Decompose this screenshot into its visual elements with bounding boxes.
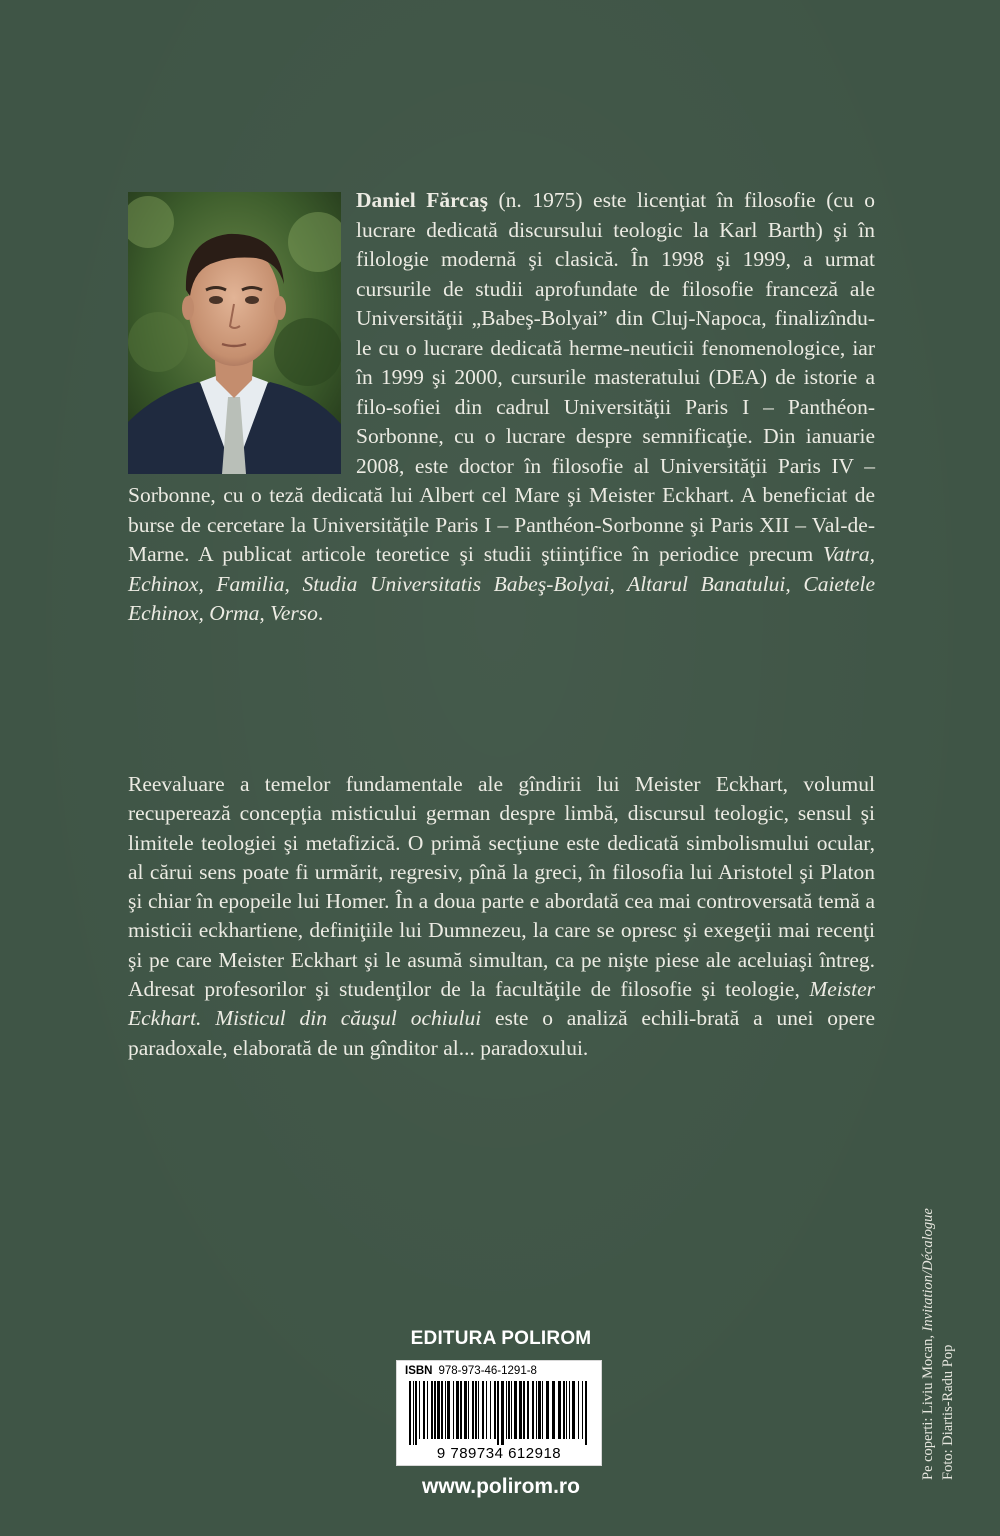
barcode-bar — [427, 1381, 428, 1439]
barcode-bar — [497, 1381, 499, 1445]
barcode-bar — [490, 1381, 491, 1439]
isbn-label: ISBN — [405, 1365, 433, 1377]
barcode-bar — [532, 1381, 534, 1439]
barcode-bar — [419, 1381, 420, 1439]
barcode-bar — [558, 1381, 561, 1439]
barcode-bar — [511, 1381, 512, 1439]
barcode-bar — [456, 1381, 459, 1439]
barcode-bar — [552, 1381, 555, 1439]
barcode-bar — [472, 1381, 474, 1439]
cover-credit-work: Invitation/Décalogue — [920, 1208, 936, 1332]
barcode-bar — [538, 1381, 541, 1439]
book-title: Meister Eckhart. Misticul din căuşul ochiului — [128, 977, 875, 1031]
publisher-website: www.polirom.ro — [422, 1475, 580, 1498]
barcode-bar — [486, 1381, 487, 1439]
barcode-bar — [475, 1381, 477, 1439]
author-bio-text: (n. 1975) este licenţiat în filosofie (cu o lucrare dedicată discursului teologic la Karl Barth) şi în filologie modernă şi clasică. În 1998 şi 1999, a urmat cursurile de studii aprofundate de filosofie franceză ale Universităţii „Babeş-Bolyai” din Cluj-Napoca, finalizîndu-le cu o lucrare dedicată herme-neuticii fenomenologice, iar în 1999 şi 2000, cursurile masteratului (DEA) de istorie a filo-sofiei din cadrul Universităţii Paris I – Panthéon-Sorbonne, cu o lucrare despre semnificaţie. Din ianuarie 2008, este doctor în filosofie al Universităţii Paris IV – Sorbonne, cu o teză dedicată lui Albert cel Mare şi Meister Eckhart. A beneficiat de burse de cercetare la Universităţile Paris I – Panthéon-Sorbonne şi Paris XII – Val-de-Marne. A publicat articole teoretice şi studii ştiinţifice în periodice precum — [128, 188, 875, 566]
cover-credits — [918, 1020, 958, 1480]
barcode-bar — [527, 1381, 529, 1439]
description-part2: este o analiză echili-brată a unei opere paradoxale, elaborată de un gînditor al... paradoxului. — [128, 1006, 876, 1060]
barcode-bar — [519, 1381, 522, 1439]
barcode-bar — [566, 1381, 567, 1439]
barcode-bar — [464, 1381, 467, 1439]
barcode-bar — [447, 1381, 450, 1439]
barcode-box — [396, 1360, 602, 1466]
barcode-bar — [569, 1381, 570, 1439]
isbn-number: 978-973-46-1291-8 — [438, 1365, 537, 1377]
barcode-bar — [413, 1381, 414, 1445]
barcode-bar — [572, 1381, 575, 1439]
barcode — [407, 1381, 593, 1445]
barcode-bar — [542, 1381, 543, 1439]
barcode-bar — [453, 1381, 454, 1439]
description-part1: Reevaluare a temelor fundamentale ale gîndirii lui Meister Eckhart, volumul recuperează concepţia misticului german despre limbă, discursul teologic, sensul şi limitele teologiei şi metafizică. O primă secţiune este dedicată simbolismului ocular, al cărui sens poate fi urmărit, regresiv, pînă la greci, în filosofia lui Aristotel şi Platon şi chiar în epopeile lui Homer. În a doua parte e abordată cea mai controversată temă a misticii eckhartiene, definiţiile lui Dumnezeu, la care se opresc şi exegeţii mai recenţi şi pe care Meister Eckhart şi le asumă simultan, ca pe nişte piese ale aceluiaşi întreg. Adresat profesorilor şi studenţilor de la facultăţile de filosofie şi teologie, — [128, 772, 875, 1002]
barcode-bar — [415, 1381, 417, 1445]
barcode-bar — [506, 1381, 507, 1439]
barcode-bar — [582, 1381, 583, 1439]
barcode-bar — [445, 1381, 446, 1439]
barcode-bar — [431, 1381, 433, 1439]
cover-credit — [918, 1020, 938, 1480]
barcode-bar — [482, 1381, 484, 1439]
barcode-bar — [423, 1381, 425, 1439]
barcode-bar — [468, 1381, 469, 1439]
barcode-bar — [501, 1381, 504, 1445]
barcode-bar — [409, 1381, 411, 1445]
barcode-bar — [434, 1381, 436, 1439]
barcode-bar — [514, 1381, 517, 1439]
barcode-bar — [536, 1381, 537, 1439]
barcode-bar — [563, 1381, 565, 1439]
barcode-bar — [578, 1381, 579, 1439]
cover-credit-prefix: Pe coperti: Liviu Mocan, — [920, 1331, 936, 1480]
book-description — [128, 770, 875, 1063]
barcode-bar — [437, 1381, 440, 1439]
barcode-bar — [494, 1381, 496, 1439]
barcode-bar — [523, 1381, 525, 1439]
barcode-bar — [460, 1381, 462, 1439]
barcode-bar — [508, 1381, 510, 1439]
author-bio-end: . — [317, 601, 324, 625]
barcode-bar — [546, 1381, 549, 1439]
barcode-bar — [478, 1381, 479, 1439]
barcode-bar — [585, 1381, 587, 1445]
author-name: Daniel Fărcaş — [356, 188, 488, 212]
barcode-bar — [441, 1381, 443, 1439]
barcode-digits: 9 789734 612918 — [436, 1445, 562, 1462]
photo-credit: Foto: Diartis-Radu Pop — [940, 1344, 956, 1480]
photo-spacer — [128, 186, 356, 478]
author-bio — [128, 186, 875, 629]
author-journals: Vatra, Echinox, Familia, Studia Universitatis Babeş-Bolyai, Altarul Banatului, Caietele Echinox, Orma, Verso — [128, 542, 875, 625]
publisher-name: EDITURA POLIROM — [410, 1328, 592, 1349]
isbn-line — [405, 1365, 537, 1377]
